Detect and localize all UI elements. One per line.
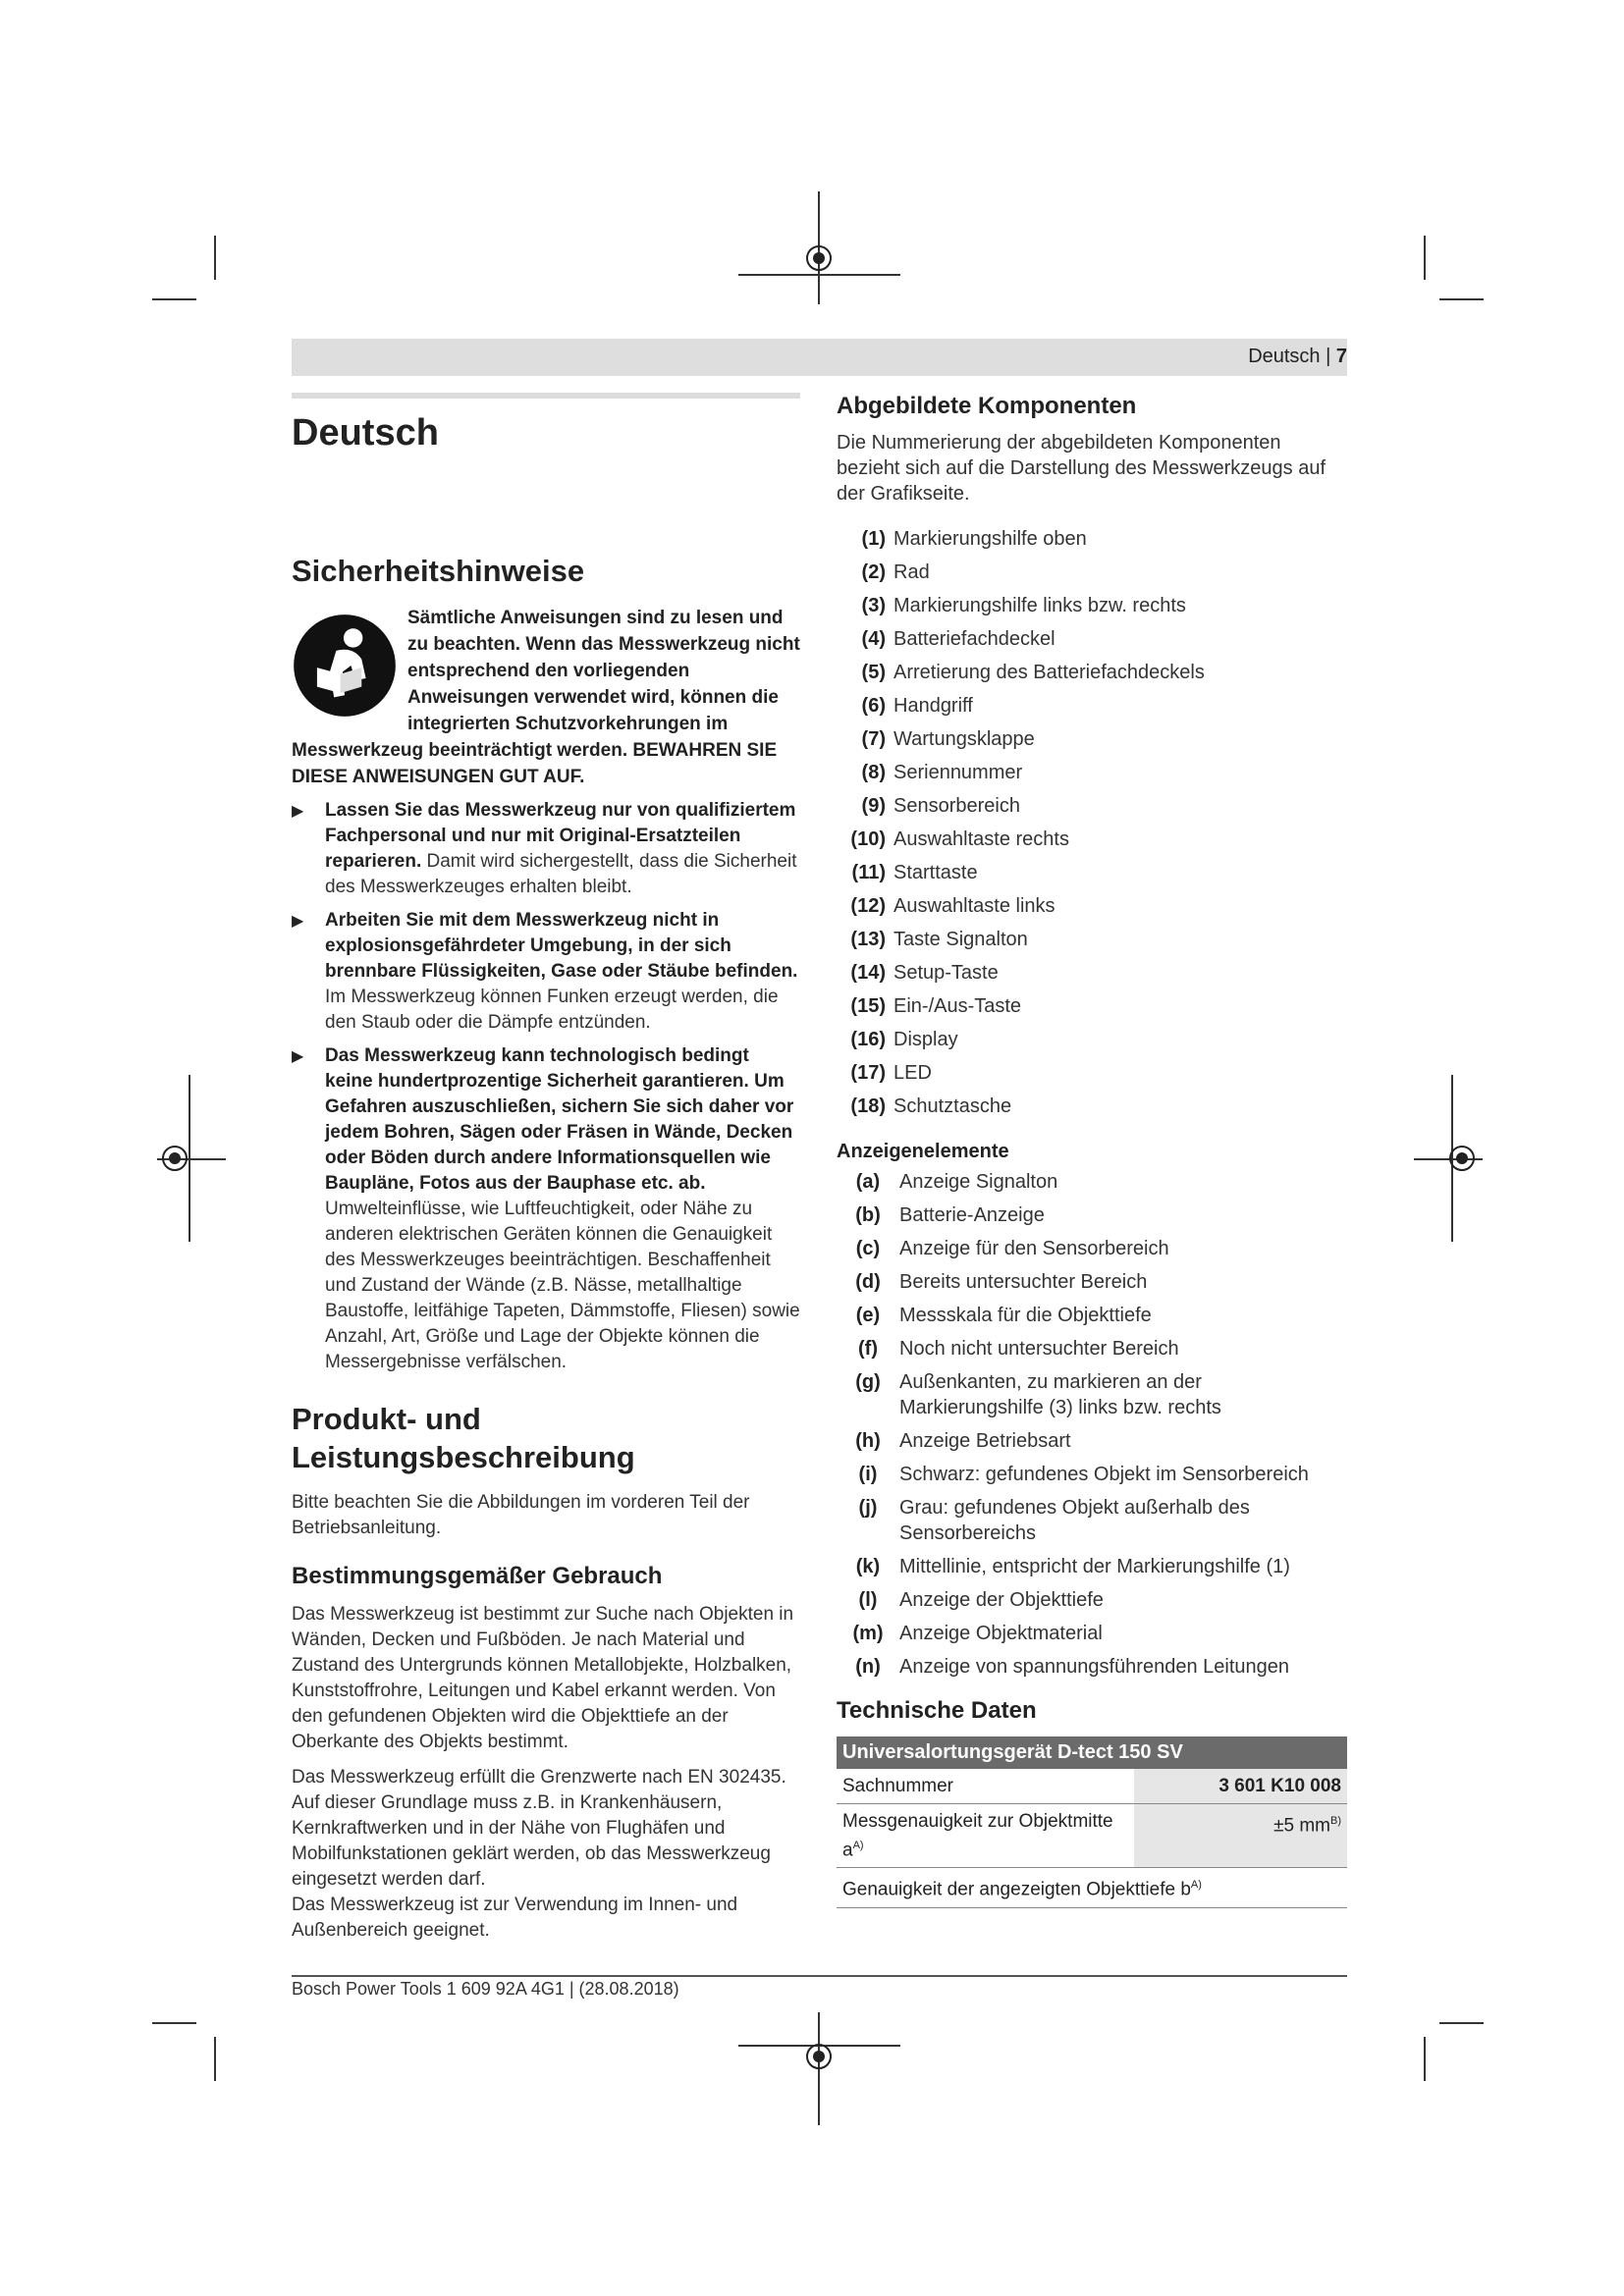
list-item — [837, 1462, 1347, 1487]
bullet-bold: Das Messwerkzeug kann technologisch bedingt keine hundertprozentige Sicherheit garantieren. Um Gefahren auszuschließen, sichern Sie sich daher vor jedem Bohren, Sägen oder Fräsen in Wände, Decken oder Böden durch andere Informationsquellen wie Baupläne, Fotos aus der Bauphase etc. ab. — [325, 1044, 794, 1194]
list-item — [837, 1169, 1347, 1195]
product-intro: Bitte beachten Sie die Abbildungen im vorderen Teil der Betriebsanleitung. — [292, 1492, 750, 1539]
bullet-bold: Lassen Sie das Messwerkzeug nur von qualifiziertem Fachpersonal und nur mit Original-Ersatzteilen reparieren. — [325, 799, 796, 872]
item-number: (13) — [850, 929, 886, 950]
list-item — [292, 1043, 800, 1375]
right-column — [837, 393, 1347, 1908]
item-number: (17) — [850, 1062, 886, 1084]
item-label: Schwarz: gefundenes Objekt im Sensorbereich — [899, 1464, 1309, 1485]
item-label: Taste Signalton — [893, 929, 1028, 950]
list-item — [837, 1369, 1347, 1420]
tech-table — [837, 1736, 1347, 1908]
item-number: (c) — [855, 1238, 881, 1259]
item-label: Seriennummer — [893, 762, 1023, 783]
bullet-bold: Arbeiten Sie mit dem Messwerkzeug nicht in explosionsgefährdeter Umgebung, in der sich brennbare Flüssigkeiten, Gase oder Stäube befinden. — [325, 909, 798, 982]
table-row — [837, 1868, 1347, 1907]
usage-paragraph: Das Messwerkzeug erfüllt die Grenzwerte nach EN 302435. Auf dieser Grundlage muss z.B. in Krankenhäusern, Kernkraftwerken und in der Nähe von Flughäfen und Mobilfunkstationen geklärt werden, ob das Messwerkzeug eingesetzt werden darf. — [292, 1767, 786, 1891]
item-number: (a) — [855, 1171, 881, 1193]
item-number: (15) — [850, 995, 886, 1017]
list-item — [837, 1495, 1347, 1546]
item-number: (14) — [850, 962, 886, 984]
table-cell-label: Genauigkeit der angezeigten Objekttiefe $b^{A)}$ — [837, 1868, 1347, 1907]
list-item — [837, 1303, 1347, 1328]
display-title: Anzeigenelemente — [837, 1141, 1009, 1162]
safety-title: Sicherheitshinweise — [292, 554, 585, 588]
item-number: (10) — [850, 828, 886, 850]
triangle-bullet-icon: ▶ — [292, 1047, 304, 1065]
triangle-bullet-icon: ▶ — [292, 802, 304, 820]
crop-mark — [1424, 236, 1426, 280]
item-label: Auswahltaste links — [893, 895, 1056, 917]
item-label: Rad — [893, 561, 930, 583]
item-label: Noch nicht untersuchter Bereich — [899, 1338, 1179, 1360]
bullet-text: Umwelteinflüsse, wie Luftfeuchtigkeit, oder Nähe zu anderen elektrischen Geräten können die Genauigkeit des Messwerkzeuges beeinträchtigen. Beschaffenheit und Zustand der Wände (z.B. Nässe, metallhaltige Baustoffe, leitfähige Tapeten, Dämmstoffe, Fliesen) sowie Anzahl, Art, Größe und Lage der Objekte können die Messergebnisse verfälschen. — [325, 1198, 800, 1372]
item-number: (b) — [855, 1204, 881, 1226]
list-item — [837, 889, 1347, 923]
page-number: 7 — [1335, 346, 1347, 367]
item-label: Markierungshilfe links bzw. rechts — [893, 595, 1186, 616]
item-label: Ein-/Aus-Taste — [893, 995, 1022, 1017]
item-number: (n) — [855, 1656, 881, 1678]
item-label: Batterie-Anzeige — [899, 1204, 1045, 1226]
footer-rule — [292, 1975, 1347, 1977]
crop-mark — [214, 2037, 216, 2081]
header-separator: | — [1320, 346, 1336, 367]
item-label: Anzeige für den Sensorbereich — [899, 1238, 1169, 1259]
table-row — [837, 1769, 1347, 1804]
list-item — [837, 656, 1347, 689]
item-label: Wartungsklappe — [893, 728, 1035, 750]
components-intro: Die Nummerierung der abgebildeten Komponenten bezieht sich auf die Darstellung des Messwerkzeugs auf der Grafikseite. — [837, 432, 1326, 505]
table-cell-value: ±5 $mm^{B)}$ — [1134, 1804, 1347, 1868]
read-manual-icon — [292, 613, 398, 719]
item-number: (5) — [861, 662, 886, 683]
table-cell-label: Messgenauigkeit zur Objektmitte $a^{A)}$ — [837, 1804, 1134, 1868]
item-number: (3) — [861, 595, 886, 616]
safety-list — [292, 798, 800, 1375]
list-item — [837, 722, 1347, 756]
safety-intro — [292, 605, 800, 790]
item-number: (9) — [861, 795, 886, 817]
item-label: Display — [893, 1029, 958, 1050]
usage-paragraph: Das Messwerkzeug ist zur Verwendung im Innen- und Außenbereich geeignet. — [292, 1895, 738, 1942]
crop-mark — [1424, 2037, 1426, 2081]
page-header — [1248, 346, 1347, 368]
item-label: Schutztasche — [893, 1095, 1012, 1117]
item-label: Anzeige der Objekttiefe — [899, 1589, 1104, 1611]
item-label: Anzeige von spannungsführenden Leitungen — [899, 1656, 1289, 1678]
list-item — [837, 823, 1347, 856]
item-label: Bereits untersuchter Bereich — [899, 1271, 1148, 1293]
item-number: (7) — [861, 728, 886, 750]
item-label: LED — [893, 1062, 932, 1084]
item-number: (h) — [855, 1430, 881, 1452]
item-number: (m) — [852, 1623, 884, 1644]
item-label: Anzeige Betriebsart — [899, 1430, 1071, 1452]
table-row — [837, 1804, 1347, 1868]
crop-mark — [1439, 298, 1484, 300]
triangle-bullet-icon: ▶ — [292, 912, 304, 930]
left-column — [292, 393, 800, 1953]
list-item — [837, 1554, 1347, 1579]
item-label: Starttaste — [893, 862, 978, 883]
usage-paragraph: Das Messwerkzeug ist bestimmt zur Suche nach Objekten in Wänden, Decken und Fußböden. Je nach Material und Zustand des Untergrunds können Metallobjekte, Holzbalken, Kunststoffrohre, Leitungen und Kabel erkannt werden. Von den gefundenen Objekten wird die Objekttiefe an der Oberkante des Objekts bestimmt. — [292, 1604, 794, 1753]
list-item — [837, 1202, 1347, 1228]
footnote-ref: A) — [852, 1840, 864, 1851]
list-item — [837, 1023, 1347, 1056]
item-number: (f) — [858, 1338, 878, 1360]
crop-mark — [1439, 2022, 1484, 2024]
tech-table-header: Universalortungsgerät D-tect 150 SV — [837, 1736, 1347, 1769]
item-number: (g) — [855, 1371, 881, 1393]
item-label: Mittellinie, entspricht der Markierungshilfe (1) — [899, 1556, 1290, 1577]
registration-mark-icon — [158, 1142, 191, 1175]
item-label: Setup-Taste — [893, 962, 999, 984]
item-label: Auswahltaste rechts — [893, 828, 1069, 850]
item-number: (d) — [855, 1271, 881, 1293]
list-item — [837, 622, 1347, 656]
tech-title: Technische Daten — [837, 1697, 1037, 1724]
registration-mark-icon — [802, 241, 836, 275]
components-title: Abgebildete Komponenten — [837, 393, 1137, 419]
list-item — [837, 956, 1347, 989]
language-title: Deutsch — [292, 412, 439, 454]
item-number: (i) — [858, 1464, 878, 1485]
item-number: (16) — [850, 1029, 886, 1050]
item-number: (18) — [850, 1095, 886, 1117]
list-item — [292, 798, 800, 900]
list-item — [837, 989, 1347, 1023]
list-item — [837, 1236, 1347, 1261]
components-list — [837, 522, 1347, 1123]
item-label: Grau: gefundenes Objekt außerhalb des Sensorbereichs — [899, 1497, 1250, 1544]
item-label: Anzeige Objektmaterial — [899, 1623, 1103, 1644]
list-item — [837, 923, 1347, 956]
list-item — [837, 1090, 1347, 1123]
bullet-text: Damit wird sichergestellt, dass die Sicherheit des Messwerkzeuges erhalten bleibt. — [325, 850, 797, 897]
display-list — [837, 1169, 1347, 1680]
item-label: Batteriefachdeckel — [893, 628, 1056, 650]
item-number: (4) — [861, 628, 886, 650]
registration-mark-icon — [1445, 1142, 1479, 1175]
footer: Bosch Power Tools 1 609 92A 4G1 | (28.08.2018) — [292, 1979, 679, 1999]
table-cell-label: Sachnummer — [837, 1769, 1134, 1804]
item-number: (l) — [858, 1589, 878, 1611]
item-label: Arretierung des Batteriefachdeckels — [893, 662, 1205, 683]
crop-mark — [214, 236, 216, 280]
list-item — [837, 1056, 1347, 1090]
footnote-ref: B) — [1330, 1815, 1341, 1827]
item-number: (e) — [855, 1305, 881, 1326]
item-number: (6) — [861, 695, 886, 717]
item-label: Markierungshilfe oben — [893, 528, 1087, 550]
list-item — [292, 908, 800, 1036]
crop-mark — [152, 2022, 196, 2024]
item-label: Außenkanten, zu markieren an der Markierungshilfe (3) links bzw. rechts — [899, 1371, 1221, 1418]
list-item — [837, 689, 1347, 722]
safety-intro-text: Sämtliche Anweisungen sind zu lesen und zu beachten. Wenn das Messwerkzeug nicht entsprechend den vorliegenden Anweisungen verwendet wird, können die integrierten Schutzvorkehrungen im Messwerkzeug beeinträchtigt werden. BEWAHREN SIE DIESE ANWEISUNGEN GUT AUF. — [292, 607, 800, 787]
list-item — [837, 1269, 1347, 1295]
item-number: (8) — [861, 762, 886, 783]
section-rule — [292, 393, 800, 399]
item-number: (1) — [861, 528, 886, 550]
list-item — [837, 1428, 1347, 1454]
item-number: (12) — [850, 895, 886, 917]
item-number: (j) — [858, 1497, 878, 1519]
list-item — [837, 856, 1347, 889]
item-number: (2) — [861, 561, 886, 583]
list-item — [837, 1654, 1347, 1680]
list-item — [837, 589, 1347, 622]
crop-mark — [152, 298, 196, 300]
list-item — [837, 756, 1347, 789]
header-section: Deutsch — [1248, 346, 1321, 367]
usage-title: Bestimmungsgemäßer Gebrauch — [292, 1563, 663, 1590]
list-item — [837, 1587, 1347, 1613]
item-label: Handgriff — [893, 695, 973, 717]
bullet-text: Im Messwerkzeug können Funken erzeugt werden, die den Staub oder die Dämpfe entzünden. — [325, 986, 779, 1033]
item-number: (11) — [851, 862, 886, 883]
footnote-ref: A) — [1190, 1879, 1202, 1892]
list-item — [837, 522, 1347, 556]
list-item — [837, 1621, 1347, 1646]
list-item — [837, 789, 1347, 823]
item-number: (k) — [855, 1556, 881, 1577]
list-item — [837, 556, 1347, 589]
list-item — [837, 1336, 1347, 1362]
item-label: Sensorbereich — [893, 795, 1020, 817]
header-band — [292, 339, 1347, 376]
table-cell-value: 3 601 K10 008 — [1134, 1769, 1347, 1804]
item-label: Anzeige Signalton — [899, 1171, 1058, 1193]
registration-mark-icon — [802, 2040, 836, 2073]
product-title: Produkt- und Leistungsbeschreibung — [292, 1401, 635, 1474]
item-label: Messskala für die Objekttiefe — [899, 1305, 1152, 1326]
